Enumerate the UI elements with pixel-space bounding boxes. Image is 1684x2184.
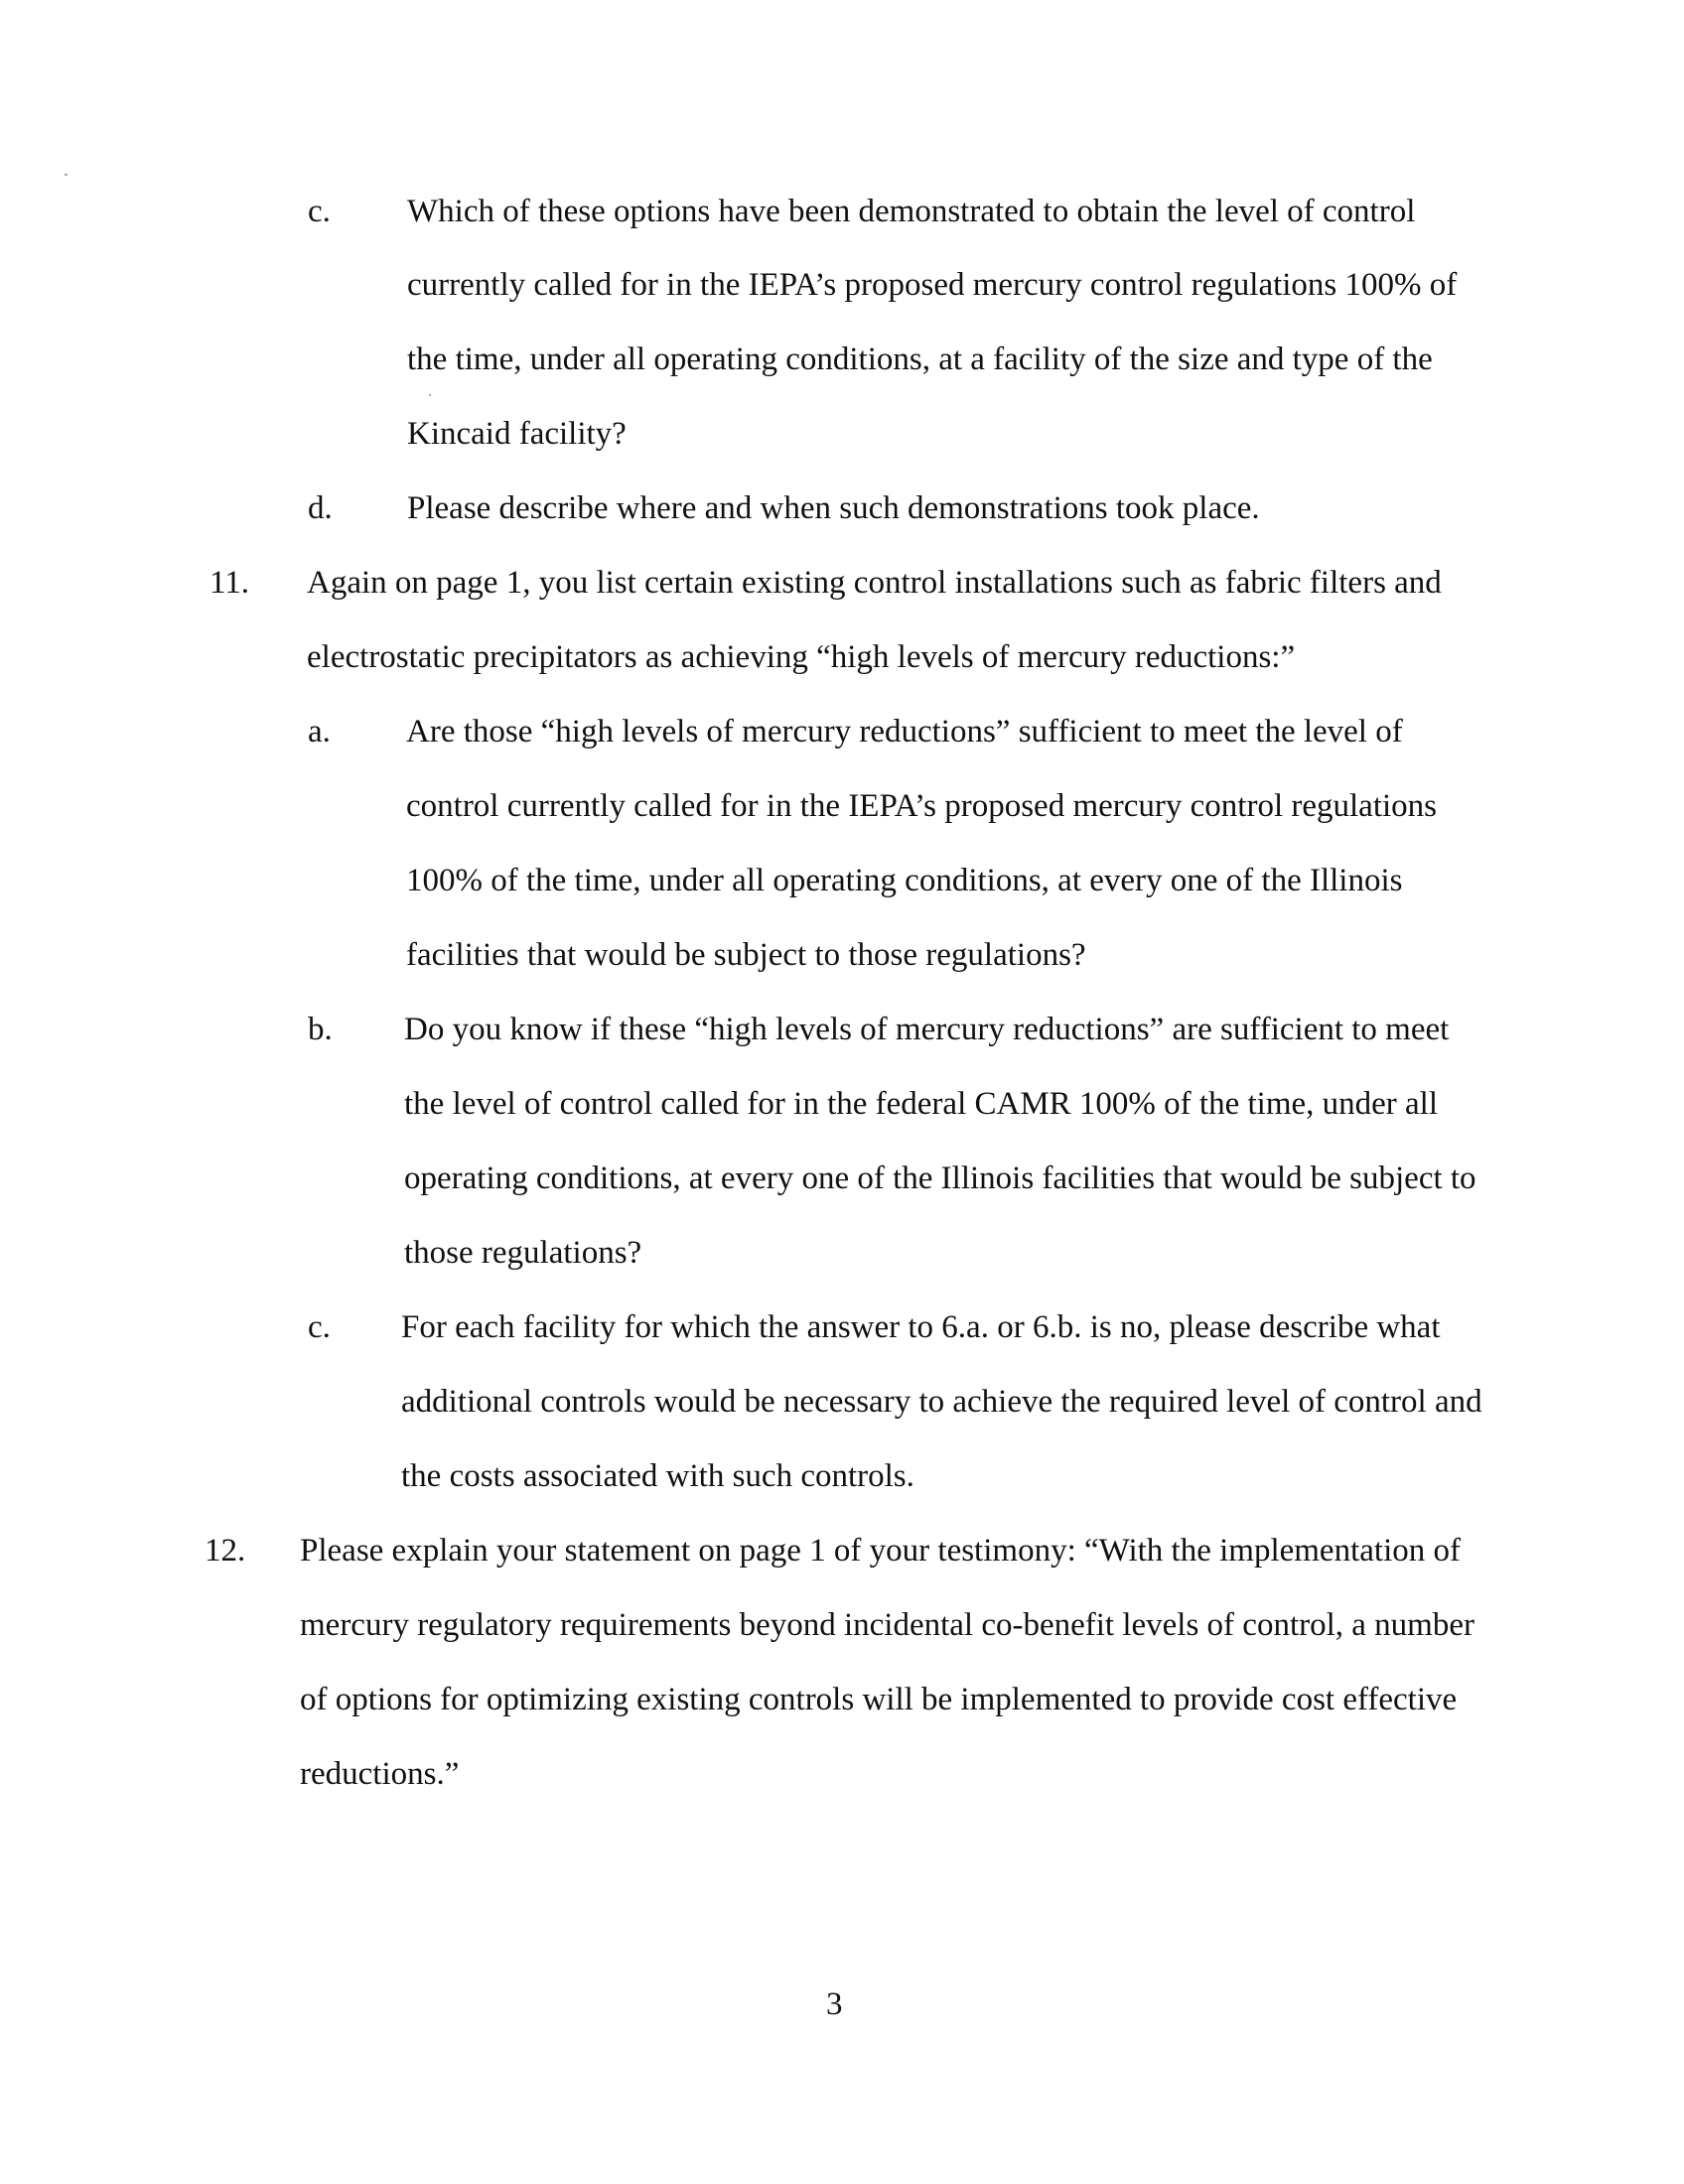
item-11-line-1: Again on page 1, you list certain existing control installations such as fabric filters and — [307, 565, 1442, 601]
item-c2-line-2: additional controls would be necessary to achieve the required level of control and — [401, 1384, 1482, 1420]
item-a-line-2: control currently called for in the IEPA’s proposed mercury control regulations — [406, 788, 1438, 824]
item-12-line-4: reductions.” — [300, 1756, 460, 1792]
item-c2-line-3: the costs associated with such controls. — [401, 1458, 914, 1494]
item-d-line-1: Please describe where and when such demonstrations took place. — [407, 490, 1260, 526]
item-marker-a: a. — [308, 714, 331, 750]
item-11-line-2: electrostatic precipitators as achieving “high levels of mercury reductions:” — [307, 639, 1296, 675]
item-b-line-3: operating conditions, at every one of the Illinois facilities that would be subject to — [404, 1160, 1476, 1196]
item-12-line-1: Please explain your statement on page 1 of your testimony: “With the implementation of — [300, 1533, 1461, 1569]
item-marker-c-2: c. — [308, 1309, 331, 1345]
item-marker-12: 12. — [205, 1533, 246, 1569]
item-a-line-1: Are those “high levels of mercury reductions” sufficient to meet the level of — [406, 714, 1403, 750]
item-c-line-2: currently called for in the IEPA’s proposed mercury control regulations 100% of — [407, 267, 1458, 303]
page-number: 3 — [826, 1986, 843, 2022]
item-b-line-2: the level of control called for in the federal CAMR 100% of the time, under all — [404, 1086, 1438, 1122]
item-a-line-3: 100% of the time, under all operating conditions, at every one of the Illinois — [406, 863, 1403, 898]
item-c-line-1: Which of these options have been demonstrated to obtain the level of control — [407, 194, 1416, 229]
item-marker-d: d. — [308, 490, 333, 526]
item-marker-b: b. — [308, 1012, 333, 1047]
item-marker-c: c. — [308, 194, 331, 229]
item-c-line-4: Kincaid facility? — [407, 416, 627, 452]
item-b-line-4: those regulations? — [404, 1235, 642, 1271]
item-12-line-2: mercury regulatory requirements beyond incidental co-benefit levels of control, a number — [300, 1607, 1474, 1643]
item-a-line-4: facilities that would be subject to those regulations? — [406, 937, 1086, 973]
item-c-line-3: the time, under all operating conditions, at a facility of the size and type of the — [407, 341, 1433, 377]
scan-speck — [429, 394, 431, 396]
item-marker-11: 11. — [210, 565, 250, 601]
scan-speck — [65, 174, 68, 176]
item-b-line-1: Do you know if these “high levels of mercury reductions” are sufficient to meet — [404, 1012, 1450, 1047]
item-c2-line-1: For each facility for which the answer to 6.a. or 6.b. is no, please describe what — [401, 1309, 1441, 1345]
item-12-line-3: of options for optimizing existing controls will be implemented to provide cost effective — [300, 1682, 1458, 1717]
